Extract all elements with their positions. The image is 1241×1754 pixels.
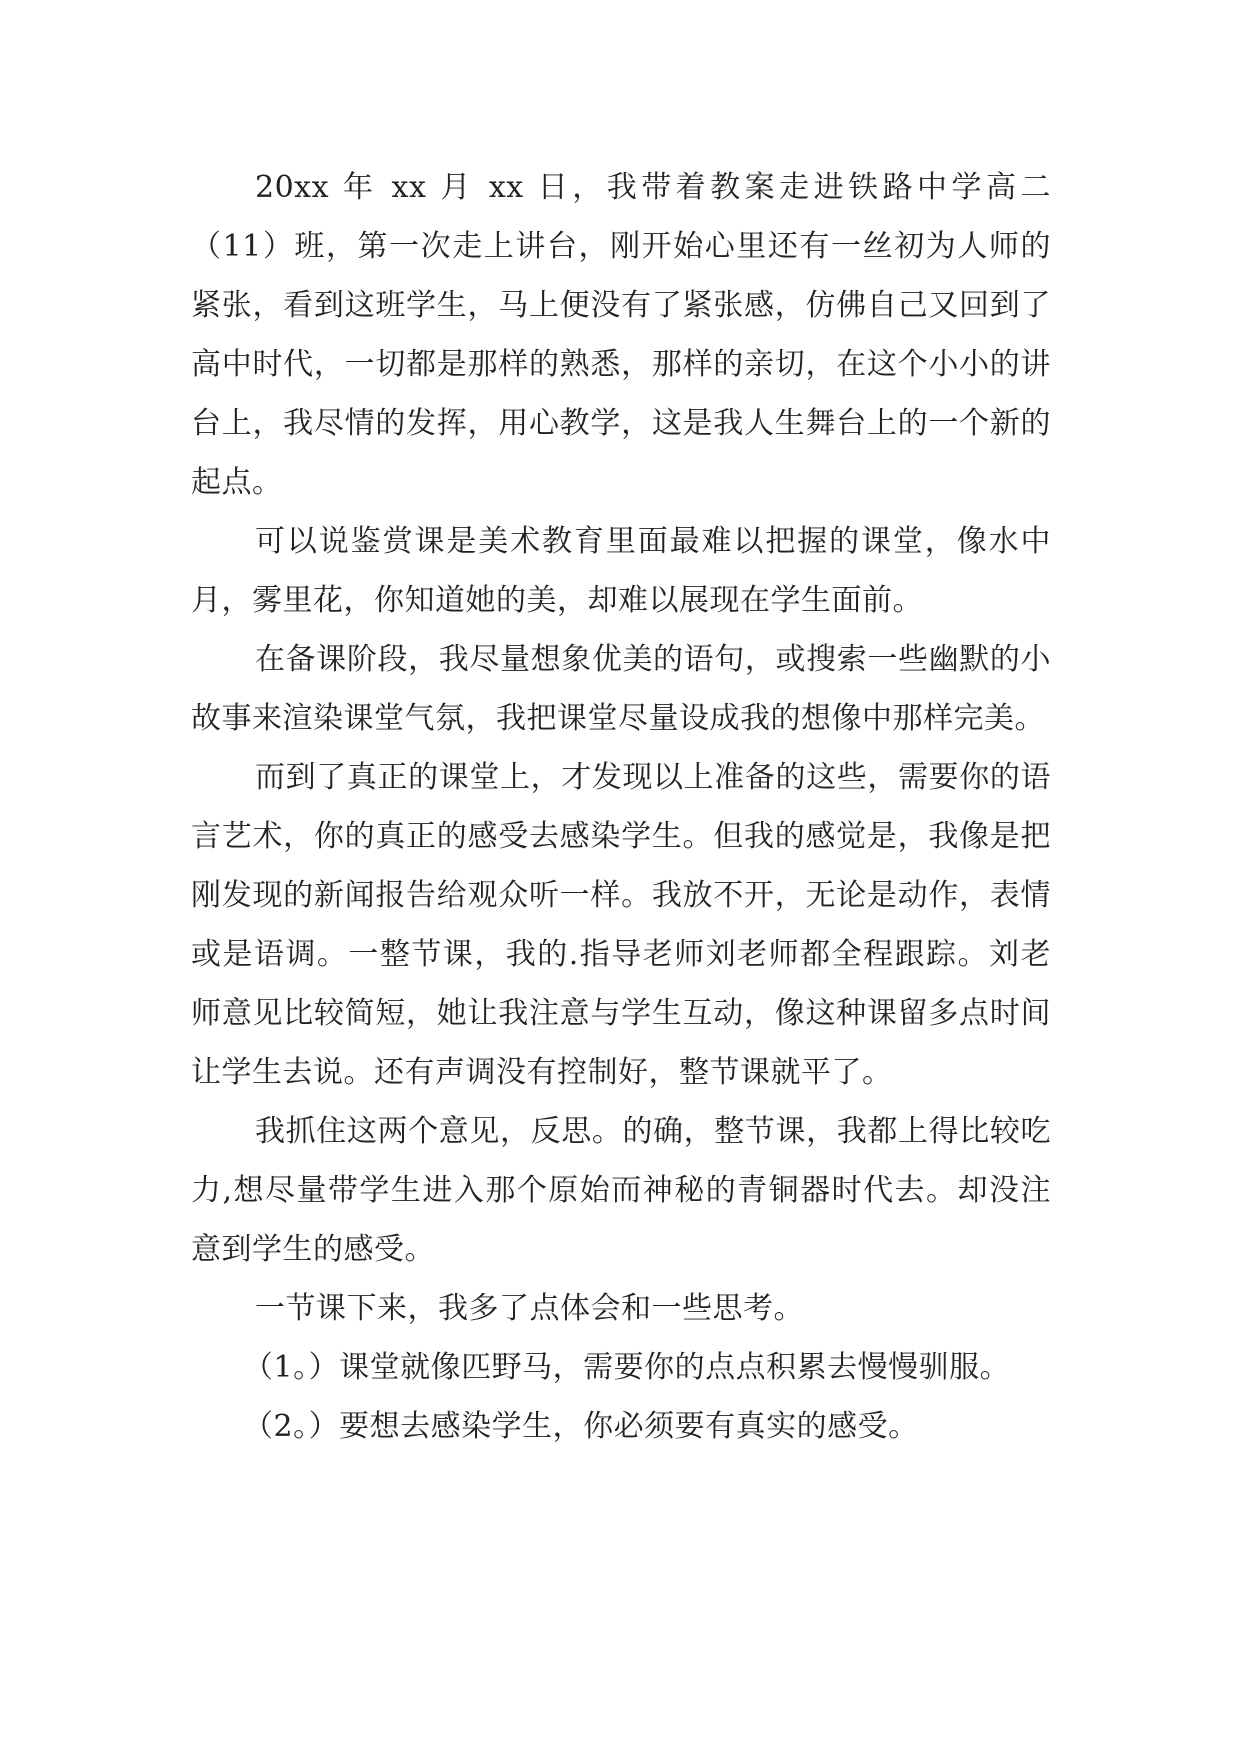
list-item-1: （1。）课堂就像匹野马，需要你的点点积累去慢慢驯服。	[243, 1350, 1011, 1385]
document-body	[191, 158, 1051, 1456]
paragraph-6: 一节课下来，我多了点体会和一些思考。	[255, 1291, 804, 1326]
paragraph-1: 20xx 年 xx 月 xx 日，我带着教案走进铁路中学高二（11）班，第一次走上讲台，刚开始心里还有一丝初为人师的紧张，看到这班学生，马上便没有了紧张感，仿佛自己又回到了高中时代，一切都是那样的熟悉，那样的亲切，在这个小小的讲台上，我尽情的发挥，用心教学，这是我人生舞台上的一个新的起点。	[191, 170, 1051, 500]
paragraph-4: 而到了真正的课堂上，才发现以上准备的这些，需要你的语言艺术，你的真正的感受去感染学生。但我的感觉是，我像是把刚发现的新闻报告给观众听一样。我放不开，无论是动作，表情或是语调。一整节课，我的.指导老师刘老师都全程跟踪。刘老师意见比较简短，她让我注意与学生互动，像这种课留多点时间让学生去说。还有声调没有控制好，整节课就平了。	[191, 760, 1051, 1090]
paragraph-3: 在备课阶段，我尽量想象优美的语句，或搜索一些幽默的小故事来渲染课堂气氛，我把课堂尽量设成我的想像中那样完美。	[191, 642, 1051, 736]
paragraph-2: 可以说鉴赏课是美术教育里面最难以把握的课堂，像水中月，雾里花，你知道她的美，却难以展现在学生面前。	[191, 524, 1051, 618]
list-item-2: （2。）要想去感染学生，你必须要有真实的感受。	[243, 1409, 919, 1444]
paragraph-5: 我抓住这两个意见，反思。的确，整节课，我都上得比较吃力,想尽量带学生进入那个原始而神秘的青铜器时代去。却没注意到学生的感受。	[191, 1114, 1051, 1267]
